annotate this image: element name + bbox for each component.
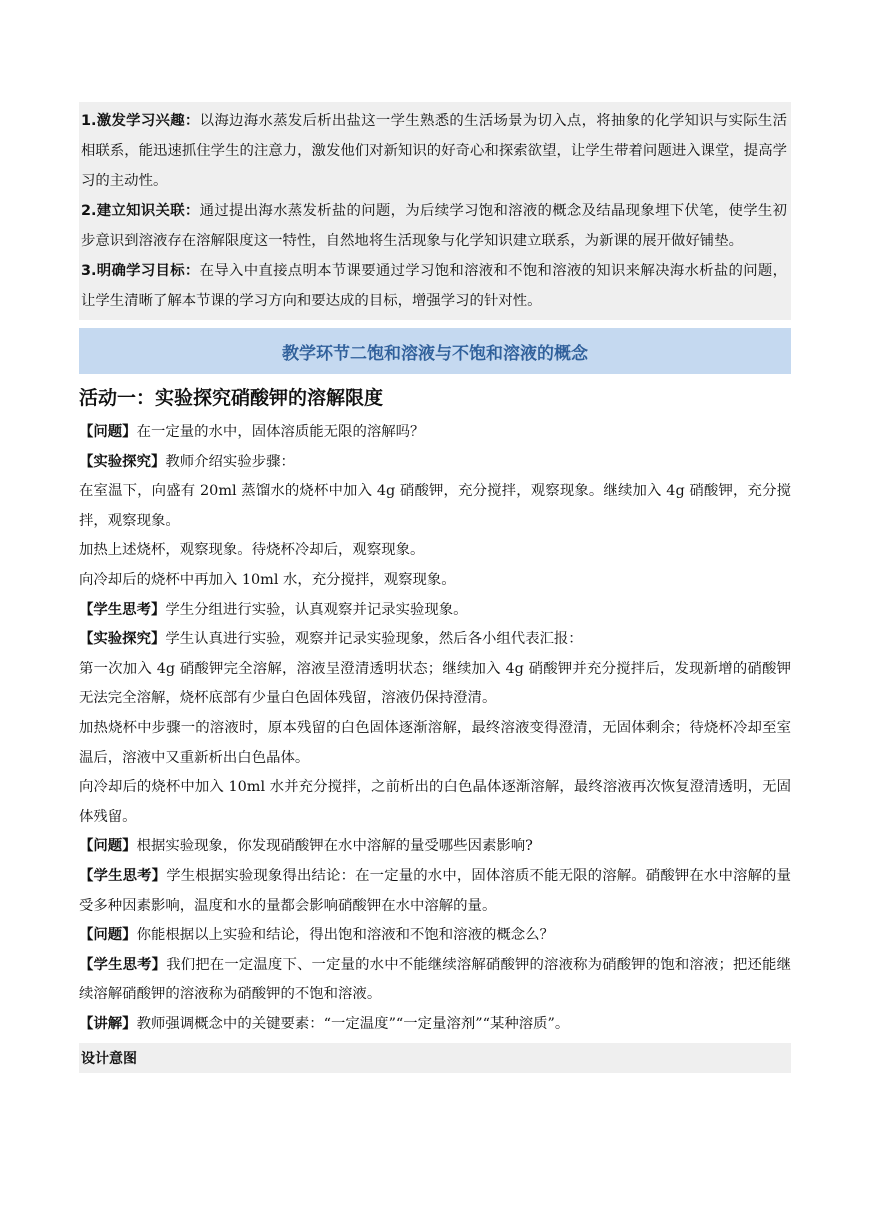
line-text: 在室温下，向盛有 20ml 蒸馏水的烧杯中加入 4g 硝酸钾，充分搅拌，观察现象。继续加入 4g 硝酸钾，充分搅拌，观察现象。 [79, 483, 791, 529]
line-text: 第一次加入 4g 硝酸钾完全溶解，溶液呈澄清透明状态；继续加入 4g 硝酸钾并充分搅拌后，发现新增的硝酸钾无法完全溶解，烧杯底部有少量白色固体残留，溶液仍保持澄清。 [79, 660, 791, 707]
body-line [79, 921, 791, 951]
activity-body [79, 418, 791, 1039]
line-tag: 【学生思考】 [79, 601, 166, 618]
body-line [79, 418, 791, 448]
line-text: 向冷却后的烧杯中再加入 10ml 水，充分搅拌，观察现象。 [79, 571, 456, 588]
line-tag: 【问题】 [79, 838, 137, 855]
line-tag: 【学生思考】 [79, 867, 167, 884]
line-text: 学生认真进行实验，观察并记录实验现象，然后各小组代表汇报： [165, 631, 583, 648]
line-text: 向冷却后的烧杯中加入 10ml 水并充分搅拌，之前析出的白色晶体逐渐溶解，最终溶液再次恢复澄清透明，无固体残留。 [79, 779, 791, 825]
line-tag: 【实验探究】 [79, 631, 166, 648]
body-line [79, 625, 791, 655]
body-line [79, 536, 791, 566]
line-tag: 【学生思考】 [79, 956, 167, 973]
line-text: 教师强调概念中的关键要素：“一定温度”“一定量溶剂”“某种溶质”。 [136, 1015, 570, 1032]
line-text: 加热烧杯中步骤一的溶液时，原本残留的白色固体逐渐溶解，最终溶液变得澄清，无固体剩余；待烧杯冷却至室温后，溶液中又重新析出白色晶体。 [79, 719, 791, 766]
body-line [79, 477, 791, 536]
design-intent-block [79, 102, 791, 320]
section-banner: 教学环节二饱和溶液与不饱和溶液的概念 [79, 328, 791, 374]
body-line [79, 655, 791, 714]
line-text: 根据实验现象，你发现硝酸钾在水中溶解的量受哪些因素影响? [136, 838, 533, 855]
body-line [79, 862, 791, 921]
body-line [79, 773, 791, 832]
line-text: 加热上述烧杯，观察现象。待烧杯冷却后，观察现象。 [79, 542, 425, 559]
body-line [79, 951, 791, 1010]
body-line [79, 1010, 791, 1040]
body-line [79, 448, 791, 478]
line-tag: 【实验探究】 [79, 453, 166, 470]
intro-item-2 [81, 196, 787, 256]
body-line [79, 714, 791, 773]
body-line [79, 566, 791, 596]
line-text: 学生根据实验现象得出结论：在一定量的水中，固体溶质不能无限的溶解。硝酸钾在水中溶解的量受多种因素影响，温度和水的量都会影响硝酸钾在水中溶解的量。 [79, 867, 791, 914]
intro-item-text: 通过提出海水蒸发析盐的问题，为后续学习饱和溶液的概念及结晶现象埋下伏笔，使学生初步意识到溶液存在溶解限度这一特性，自然地将生活现象与化学知识建立联系，为新课的展开做好铺垫。 [81, 203, 787, 249]
body-line [79, 832, 791, 862]
line-text: 你能根据以上实验和结论，得出饱和溶液和不饱和溶液的概念么？ [136, 927, 554, 944]
activity-title: 活动一：实验探究硝酸钾的溶解限度 [79, 387, 384, 409]
line-text: 学生分组进行实验，认真观察并记录实验现象。 [165, 601, 468, 618]
intro-item-label: 2.建立知识关联： [81, 203, 200, 219]
design-intent-heading: 设计意图 [79, 1043, 791, 1073]
line-text: 在一定量的水中，固体溶质能无限的溶解吗？ [136, 424, 425, 440]
intro-item-text: 以海边海水蒸发后析出盐这一学生熟悉的生活场景为切入点，将抽象的化学知识与实际生活相联系，能迅速抓住学生的注意力，激发他们对新知识的好奇心和探索欲望，让学生带着问题进入课堂，提高学习的主动性。 [81, 113, 787, 189]
body-line [79, 596, 791, 626]
line-tag: 【问题】 [79, 424, 137, 440]
intro-item-3 [81, 256, 787, 316]
line-tag: 【问题】 [79, 927, 137, 944]
intro-item-label: 3.明确学习目标： [81, 263, 200, 279]
intro-item-text: 在导入中直接点明本节课要通过学习饱和溶液和不饱和溶液的知识来解决海水析盐的问题，让学生清晰了解本节课的学习方向和要达成的目标，增强学习的针对性。 [81, 263, 787, 309]
line-text: 教师介绍实验步骤： [165, 453, 295, 470]
intro-item-label: 1.激发学习兴趣： [81, 113, 200, 129]
intro-item-1 [81, 106, 787, 196]
document-page [79, 102, 791, 1073]
line-text: 我们把在一定温度下、一定量的水中不能继续溶解硝酸钾的溶液称为硝酸钾的饱和溶液；把还能继续溶解硝酸钾的溶液称为硝酸钾的不饱和溶液。 [79, 956, 791, 1003]
line-tag: 【讲解】 [79, 1015, 137, 1032]
